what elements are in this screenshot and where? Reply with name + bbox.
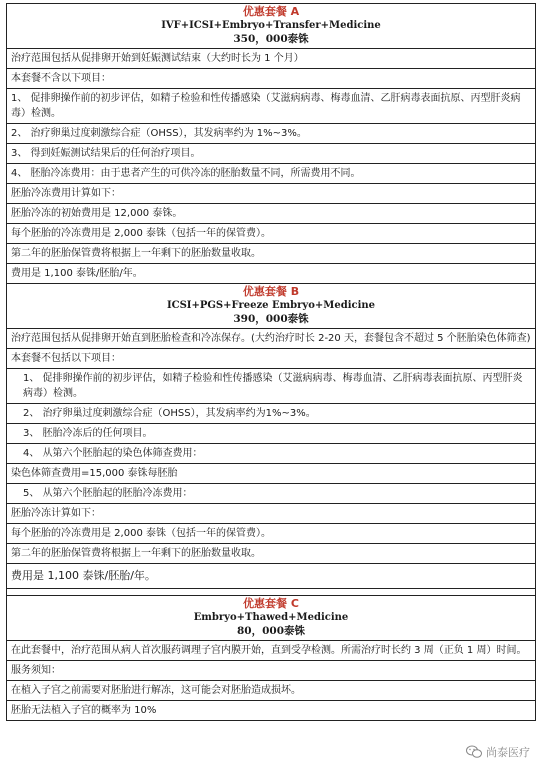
package-c-row: 在植入子宫之前需要对胚胎进行解冻，这可能会对胚胎造成损坏。 — [7, 681, 535, 701]
package-a-title: 优惠套餐 A — [242, 5, 300, 18]
wechat-icon — [466, 745, 482, 759]
package-b-row: 第二年的胚胎保管费将根据上一年剩下的胚胎数量收取。 — [7, 544, 535, 564]
package-b-row: 1、 促排卵操作前的初步评估，如精子检验和性传播感染（艾滋病病毒、梅毒血清、乙肝病毒表面抗原、丙型肝炎病毒）检测。 — [7, 369, 535, 404]
package-b-row: 3、 胚胎冷冻后的任何项目。 — [7, 424, 535, 444]
section-divider — [7, 589, 535, 596]
package-a-row: 第二年的胚胎保管费将根据上一年剩下的胚胎数量收取。 — [7, 244, 535, 264]
package-a-row: 胚胎冷冻的初始费用是 12,000 泰铢。 — [7, 204, 535, 224]
package-c-row: 在此套餐中，治疗范围从病人首次服药调理子宫内膜开始，直到受孕检测。所需治疗时长约 3 周（正负 1 周）时间。 — [7, 641, 535, 661]
package-a-row: 费用是 1,100 泰铢/胚胎/年。 — [7, 264, 535, 284]
package-a-row: 4、 胚胎冷冻费用：由于患者产生的可供冷冻的胚胎数量不同，所需费用不同。 — [7, 164, 535, 184]
package-c-row: 胚胎无法植入子宫的概率为 10% — [7, 701, 535, 721]
package-a-row: 治疗范围包括从促排卵开始到妊娠测试结束（大约时长为 1 个月） — [7, 49, 535, 69]
package-c-title: 优惠套餐 C — [243, 597, 299, 610]
package-b-header — [7, 284, 535, 329]
package-c-row: 服务须知： — [7, 661, 535, 681]
watermark-text: 尚泰医疗 — [486, 746, 530, 759]
package-b-title: 优惠套餐 B — [242, 285, 300, 298]
package-a-subtitle: IVF+ICSI+Embryo+Transfer+Medicine — [161, 20, 381, 31]
package-a-row: 1、 促排卵操作前的初步评估，如精子检验和性传播感染（艾滋病病毒、梅毒血清、乙肝病毒表面抗原、丙型肝炎病毒）检测。 — [7, 89, 535, 124]
package-a-row: 3、 得到妊娠测试结果后的任何治疗项目。 — [7, 144, 535, 164]
watermark — [466, 744, 530, 760]
package-b-row: 染色体筛查费用=15,000 泰铢每胚胎 — [7, 464, 535, 484]
package-c-price: 80，000泰铢 — [236, 625, 306, 637]
package-c-subtitle: Embryo+Thawed+Medicine — [193, 612, 349, 623]
package-b-row: 4、 从第六个胚胎起的染色体筛查费用： — [7, 444, 535, 464]
package-a-row: 本套餐不含以下项目： — [7, 69, 535, 89]
package-b-row: 每个胚胎的冷冻费用是 2,000 泰铢（包括一年的保管费）。 — [7, 524, 535, 544]
package-a-row: 胚胎冷冻费用计算如下： — [7, 184, 535, 204]
package-a-row: 2、 治疗卵巢过度刺激综合症（OHSS），其发病率约为 1%~3%。 — [7, 124, 535, 144]
package-b-row: 治疗范围包括从促排卵开始直到胚胎检查和冷冻保存。(大约治疗时长 2-20 天，套餐包含不超过 5 个胚胎染色体筛查) — [7, 329, 535, 349]
package-b-row: 本套餐不包括以下项目： — [7, 349, 535, 369]
package-b-price: 390，000泰铢 — [233, 313, 309, 325]
package-c-header — [7, 596, 535, 641]
package-b-row: 5、 从第六个胚胎起的胚胎冷冻费用： — [7, 484, 535, 504]
package-a-header — [7, 4, 535, 49]
price-table — [6, 3, 536, 721]
package-b-row: 2、 治疗卵巢过度刺激综合症（OHSS），其发病率约为1%~3%。 — [7, 404, 535, 424]
package-b-row: 费用是 1,100 泰铢/胚胎/年。 — [7, 564, 535, 589]
package-a-row: 每个胚胎的冷冻费用是 2,000 泰铢（包括一年的保管费）。 — [7, 224, 535, 244]
package-a-price: 350，000泰铢 — [233, 33, 309, 45]
package-b-row: 胚胎冷冻计算如下： — [7, 504, 535, 524]
package-b-subtitle: ICSI+PGS+Freeze Embryo+Medicine — [166, 300, 376, 311]
